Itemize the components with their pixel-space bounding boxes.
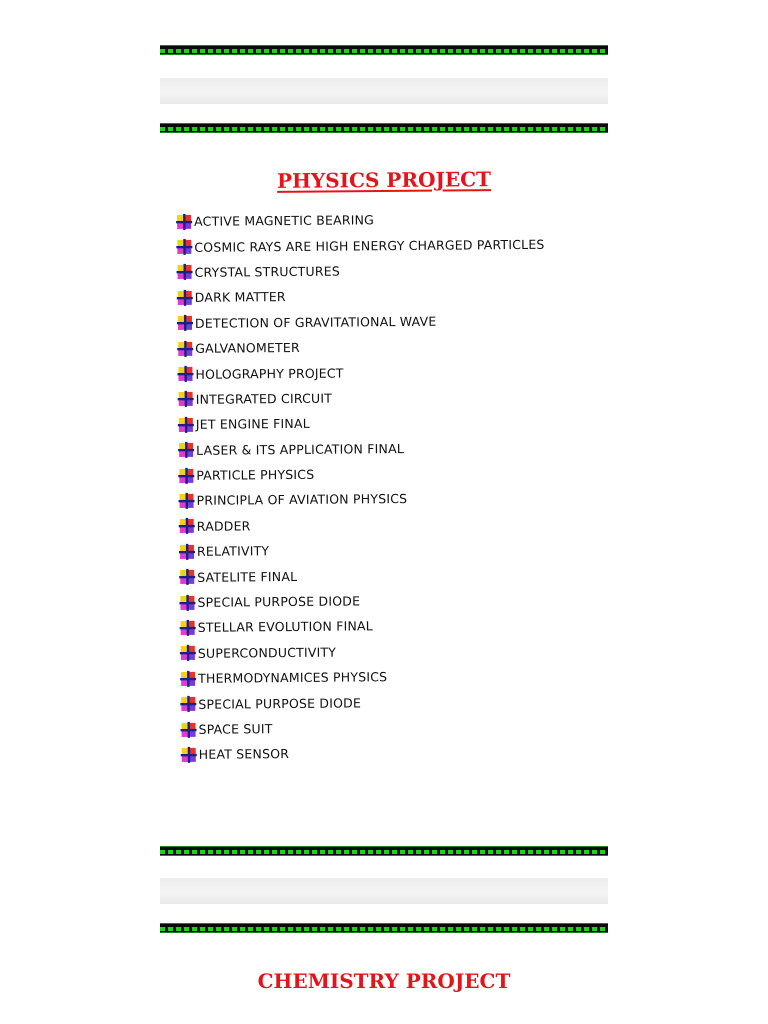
- list-item-label: DARK MATTER: [194, 289, 286, 306]
- decorative-border-top: [160, 45, 608, 55]
- list-item-label: GALVANOMETER: [195, 340, 300, 356]
- list-item: [180, 713, 600, 742]
- bullet-icon: [180, 696, 196, 712]
- list-item: [180, 688, 600, 717]
- list-item-label: THERMODYNAMICES PHYSICS: [198, 669, 388, 687]
- list-item: [176, 231, 596, 260]
- list-item: [178, 485, 598, 514]
- bullet-icon: [180, 620, 196, 636]
- bullet-icon: [179, 569, 195, 585]
- section-title-physics: PHYSICS PROJECT: [276, 167, 492, 193]
- bullet-icon: [180, 721, 196, 737]
- list-item: [180, 662, 600, 691]
- bullet-icon: [176, 214, 192, 230]
- bullet-icon: [178, 442, 194, 458]
- bullet-icon: [178, 391, 194, 407]
- bullet-icon: [176, 239, 192, 255]
- list-item-label: SPECIAL PURPOSE DIODE: [198, 695, 362, 712]
- bullet-icon: [177, 315, 193, 331]
- list-item-label: STELLAR EVOLUTION FINAL: [197, 618, 373, 636]
- list-item-label: CRYSTAL STRUCTURES: [194, 263, 340, 280]
- list-item: [177, 332, 597, 361]
- bullet-icon: [179, 518, 195, 534]
- list-item: [176, 256, 596, 285]
- bullet-icon: [177, 340, 193, 356]
- bullet-icon: [179, 594, 195, 610]
- list-item: [177, 282, 597, 311]
- decorative-border-lower: [160, 846, 608, 856]
- bullet-icon: [180, 645, 196, 661]
- list-item: [177, 358, 597, 387]
- list-item-label: RELATIVITY: [196, 543, 270, 560]
- list-item-label: RADDER: [196, 518, 251, 534]
- list-item: [180, 637, 600, 666]
- list-item: [179, 586, 599, 615]
- list-item-label: COSMIC RAYS ARE HIGH ENERGY CHARGED PARTICLES: [194, 236, 545, 255]
- bullet-icon: [180, 671, 196, 687]
- list-item-label: ACTIVE MAGNETIC BEARING: [194, 212, 375, 230]
- section-title-chemistry: CHEMISTRY PROJECT: [257, 969, 511, 993]
- list-item-label: LASER & ITS APPLICATION FINAL: [196, 440, 405, 458]
- list-item-label: PRINCIPLA OF AVIATION PHYSICS: [196, 491, 408, 509]
- list-item-label: JET ENGINE FINAL: [195, 416, 310, 433]
- separator-band-top: [160, 78, 608, 104]
- physics-project-list: [176, 205, 601, 767]
- list-item: [179, 561, 599, 590]
- list-item-label: SPACE SUIT: [198, 721, 273, 737]
- bullet-icon: [178, 417, 194, 433]
- decorative-border-bottom: [160, 923, 608, 933]
- list-item: [178, 459, 598, 488]
- bullet-icon: [178, 493, 194, 509]
- separator-band-bottom: [160, 878, 608, 904]
- list-item-label: SUPERCONDUCTIVITY: [197, 644, 337, 661]
- list-item: [178, 434, 598, 463]
- list-item-label: HEAT SENSOR: [198, 746, 290, 763]
- bullet-icon: [177, 290, 193, 306]
- list-item: [179, 535, 599, 564]
- bullet-icon: [179, 544, 195, 560]
- list-item: [178, 383, 598, 412]
- decorative-border-upper: [160, 123, 608, 133]
- list-item: [180, 612, 600, 641]
- list-item: [181, 739, 601, 768]
- list-item-label: SATELITE FINAL: [197, 568, 298, 585]
- bullet-icon: [178, 467, 194, 483]
- bullet-icon: [181, 747, 197, 763]
- list-item-label: DETECTION OF GRAVITATIONAL WAVE: [194, 313, 437, 331]
- list-item-label: SPECIAL PURPOSE DIODE: [197, 593, 361, 610]
- bullet-icon: [177, 366, 193, 382]
- list-item-label: INTEGRATED CIRCUIT: [195, 390, 333, 407]
- list-item-label: PARTICLE PHYSICS: [196, 466, 315, 483]
- list-item-label: HOLOGRAPHY PROJECT: [195, 365, 344, 382]
- bullet-icon: [176, 264, 192, 280]
- list-item: [177, 307, 597, 336]
- list-item: [176, 205, 596, 234]
- list-item: [179, 510, 599, 539]
- list-item: [178, 408, 598, 437]
